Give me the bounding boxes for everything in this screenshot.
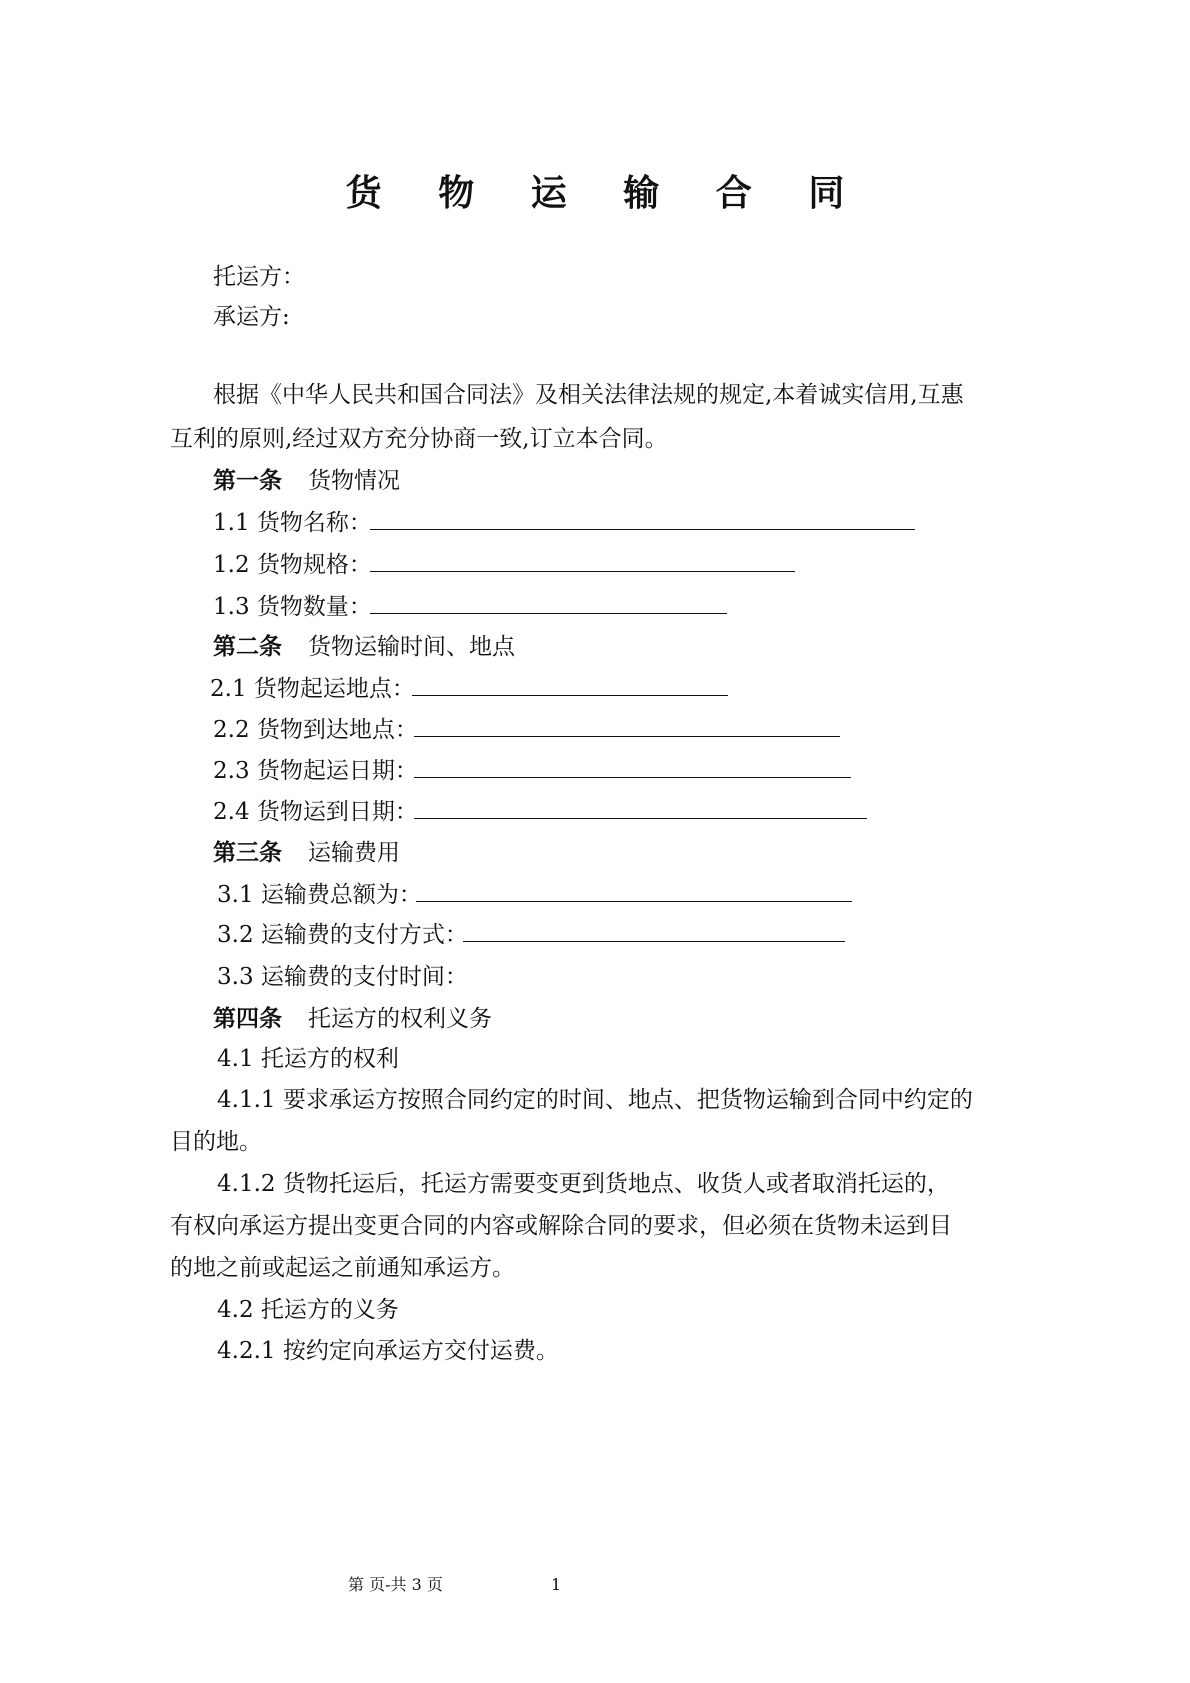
footer-page-text: 第 页-共 3 页 xyxy=(348,1575,443,1594)
clause-4-1-1-line-2: 目的地。 xyxy=(170,1129,262,1155)
article-3-number: 第三条 xyxy=(213,840,282,866)
section-4-2: 4.2 托运方的义务 xyxy=(217,1297,399,1323)
field-payment-method-blank xyxy=(463,941,845,942)
article-1-number: 第一条 xyxy=(213,468,282,494)
field-destination-label: 2.2 货物到达地点： xyxy=(213,717,418,743)
article-4-heading xyxy=(213,1004,492,1034)
field-arrival-date-blank xyxy=(414,818,867,819)
intro-line-1: 根据《中华人民共和国合同法》及相关法律法规的规定,本着诚实信用,互惠 xyxy=(213,382,964,408)
article-1-title: 货物情况 xyxy=(308,468,400,494)
field-goods-spec-blank xyxy=(370,571,795,572)
field-departure-date-blank xyxy=(414,777,851,778)
footer-page-number: 1 xyxy=(551,1575,562,1594)
field-goods-name-label: 1.1 货物名称： xyxy=(213,510,372,536)
field-freight-total-label: 3.1 运输费总额为： xyxy=(217,882,422,908)
field-payment-method-label: 3.2 运输费的支付方式： xyxy=(217,922,468,948)
field-payment-time-label: 3.3 运输费的支付时间： xyxy=(217,964,468,990)
article-2-heading xyxy=(213,632,515,662)
field-arrival-date-label: 2.4 货物运到日期： xyxy=(213,799,418,825)
intro-line-2: 互利的原则,经过双方充分协商一致,订立本合同。 xyxy=(170,426,668,452)
field-origin-blank xyxy=(412,695,728,696)
article-4-number: 第四条 xyxy=(213,1006,282,1032)
field-freight-total-blank xyxy=(416,901,852,902)
clause-4-1-2-line-2: 有权向承运方提出变更合同的内容或解除合同的要求，但必须在货物未运到目 xyxy=(170,1213,952,1239)
clause-4-1-1-line-1: 4.1.1 要求承运方按照合同约定的时间、地点、把货物运输到合同中约定的 xyxy=(217,1087,973,1113)
field-departure-date-label: 2.3 货物起运日期： xyxy=(213,758,418,784)
article-4-title: 托运方的权利义务 xyxy=(308,1006,492,1032)
field-goods-name-blank xyxy=(370,529,915,530)
field-destination-blank xyxy=(414,736,840,737)
article-3-title: 运输费用 xyxy=(308,840,400,866)
field-origin-label: 2.1 货物起运地点： xyxy=(210,676,415,702)
article-3-heading xyxy=(213,838,400,868)
field-goods-quantity-blank xyxy=(370,613,727,614)
clause-4-2-1: 4.2.1 按约定向承运方交付运费。 xyxy=(217,1338,559,1364)
shipper-label: 托运方： xyxy=(213,264,305,290)
section-4-1: 4.1 托运方的权利 xyxy=(217,1046,399,1072)
field-goods-quantity-label: 1.3 货物数量： xyxy=(213,594,372,620)
article-2-title: 货物运输时间、地点 xyxy=(308,634,515,660)
clause-4-1-2-line-3: 的地之前或起运之前通知承运方。 xyxy=(170,1255,515,1281)
document-title: 货 物 运 输 合 同 xyxy=(345,173,867,214)
article-2-number: 第二条 xyxy=(213,634,282,660)
article-1-heading xyxy=(213,466,400,496)
clause-4-1-2-line-1: 4.1.2 货物托运后，托运方需要变更到货地点、收货人或者取消托运的， xyxy=(217,1171,950,1197)
field-goods-spec-label: 1.2 货物规格： xyxy=(213,552,372,578)
carrier-label: 承运方: xyxy=(213,304,290,330)
